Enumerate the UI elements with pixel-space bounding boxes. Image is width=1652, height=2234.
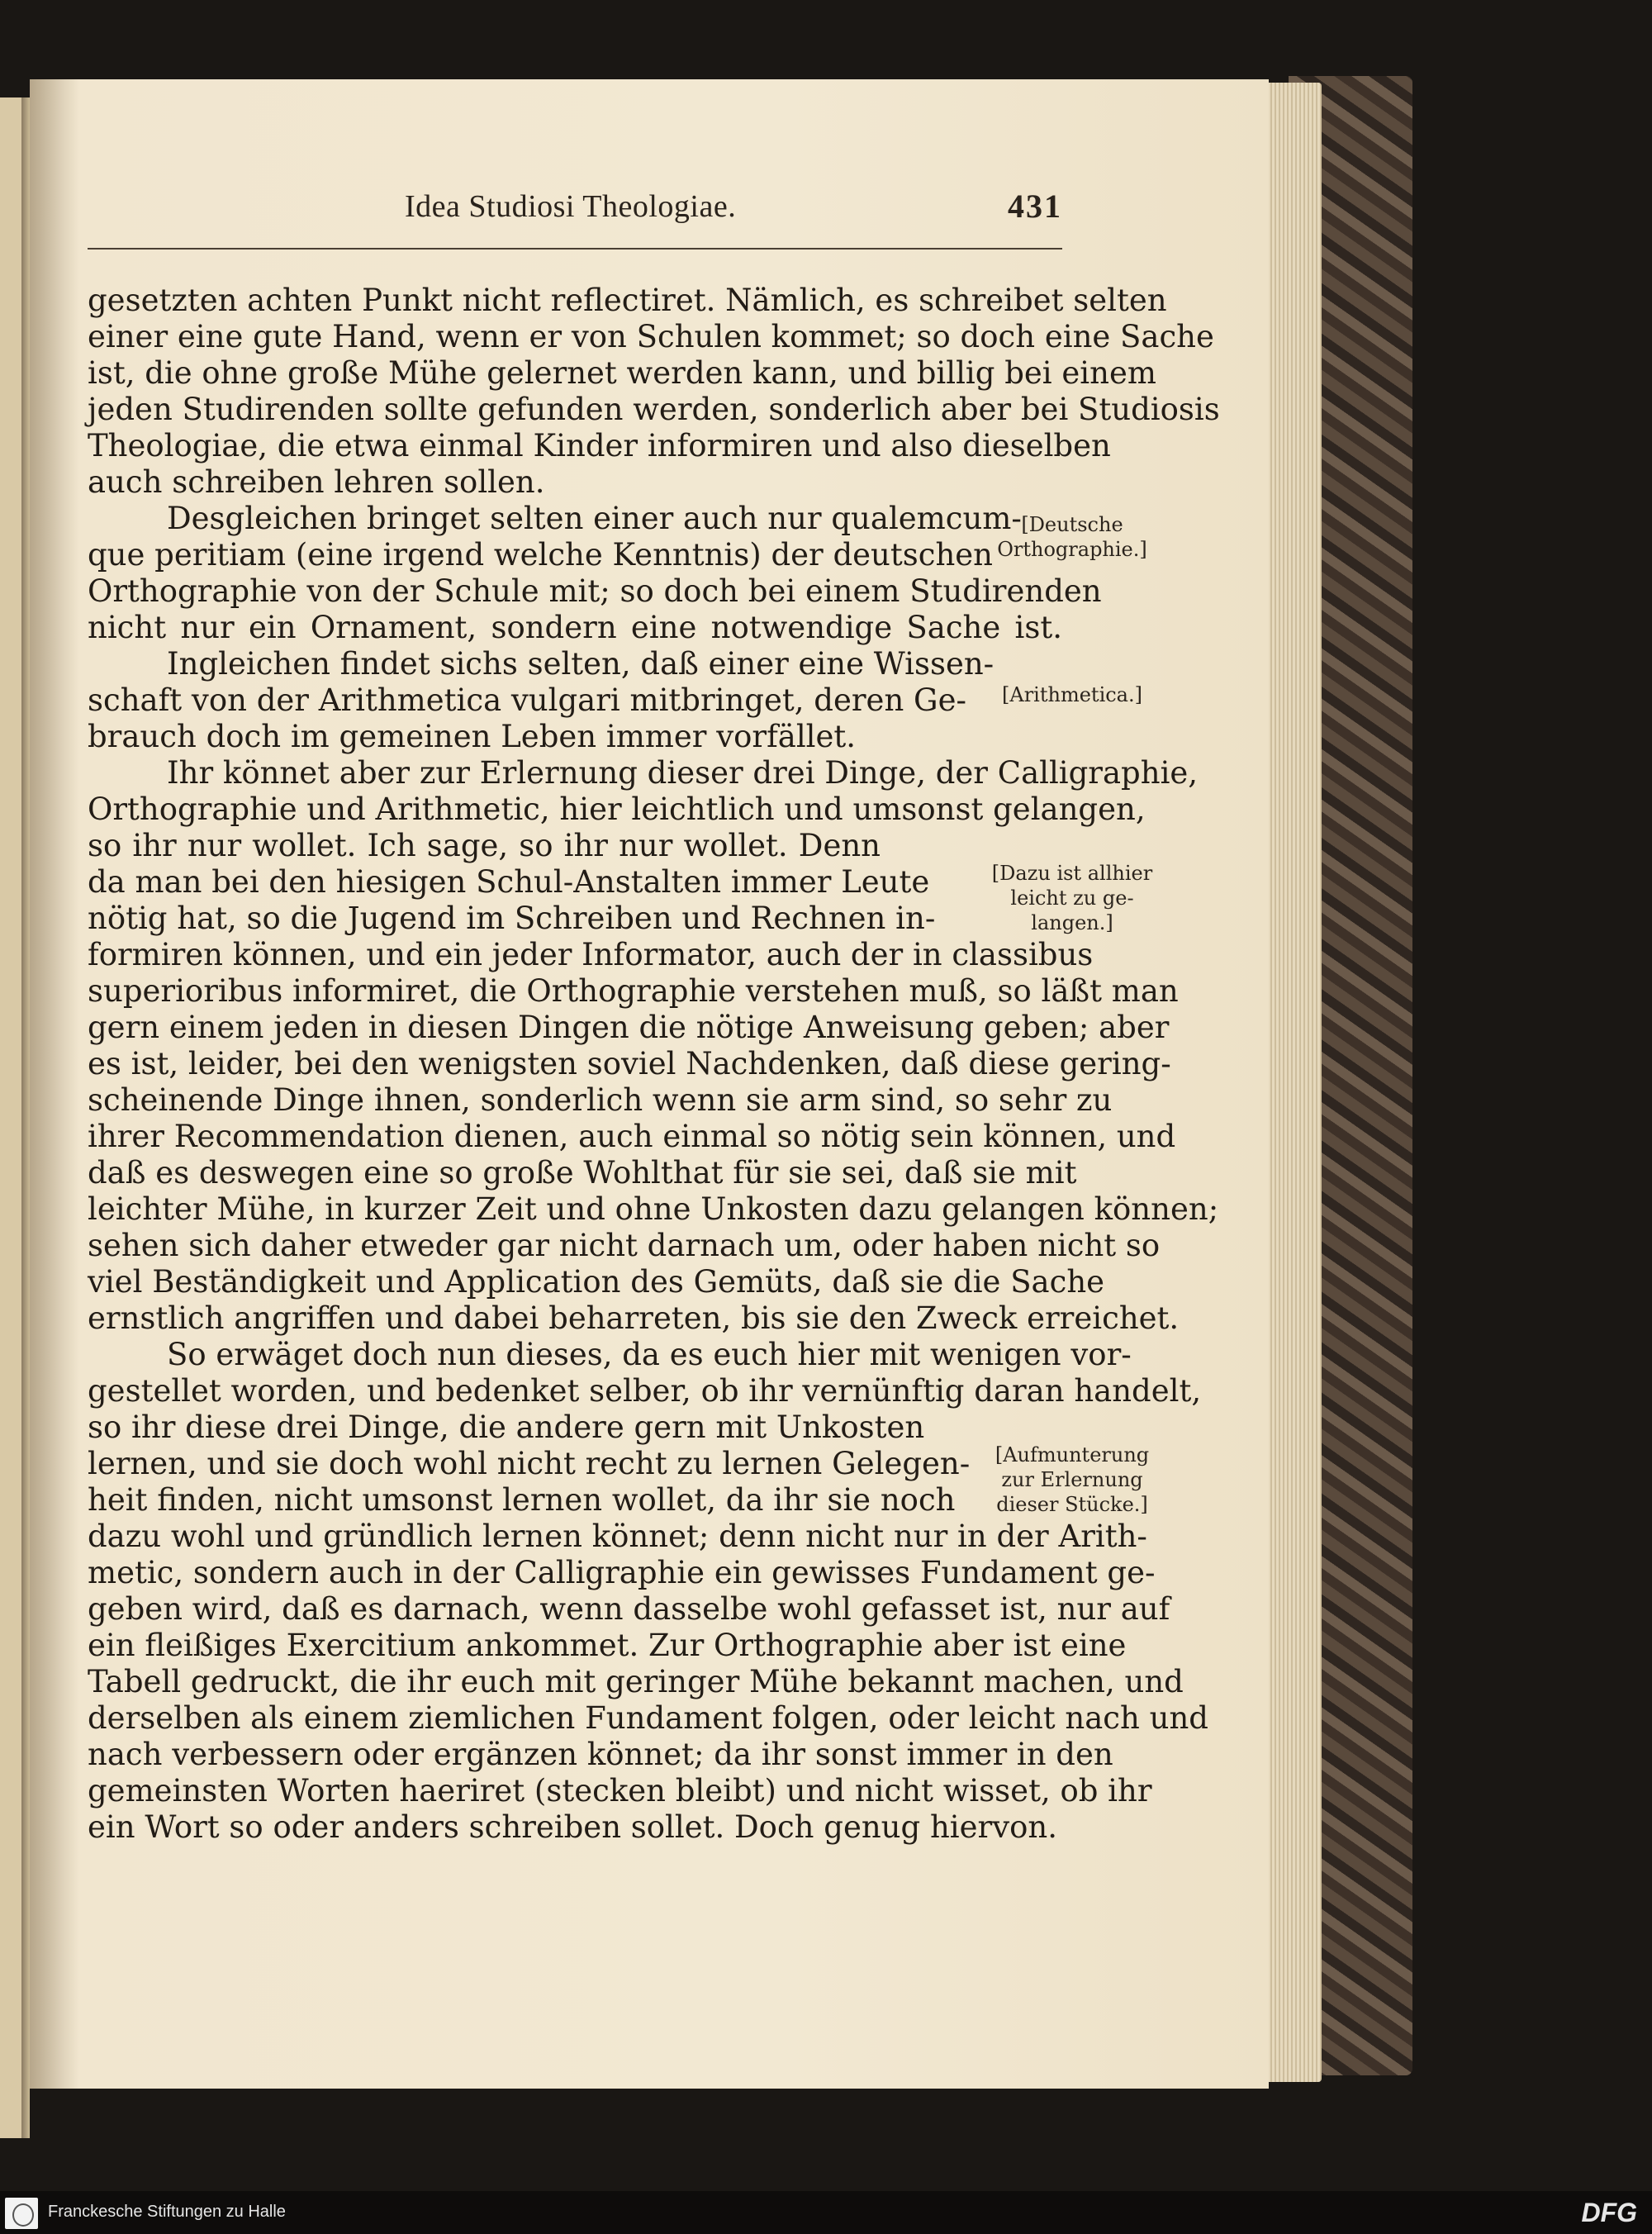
text-line: lernen, und sie doch wohl nicht recht zu lernen Gelegen- — [88, 1446, 971, 1481]
text-line: ihrer Recommendation dienen, auch einmal so nötig sein können, und — [88, 1119, 1176, 1154]
text-line: da man bei den hiesigen Schul-Anstalten immer Leute — [88, 864, 930, 900]
footer-bar — [0, 2191, 1652, 2234]
text-line: Theologiae, die etwa einmal Kinder informiren und also dieselben — [88, 428, 1111, 463]
institution-logo-icon — [5, 2198, 38, 2229]
running-header — [88, 188, 1062, 238]
text-line: nötig hat, so die Jugend im Schreiben und Rechnen in- — [88, 901, 936, 936]
text-line: daß es deswegen eine so große Wohlthat für sie sei, daß sie mit — [88, 1155, 1077, 1191]
funder-logo: DFG — [1581, 2198, 1637, 2227]
text-line: jeden Studirenden sollte gefunden werden, sonderlich aber bei Studiosis — [88, 392, 1220, 427]
margin-note: [Dazu ist allhier leicht zu ge- langen.] — [991, 862, 1153, 934]
text-line: ernstlich angriffen und dabei beharreten, bis sie den Zweck erreichet. — [88, 1300, 1180, 1336]
margin-note: [Arithmetica.] — [1002, 683, 1142, 706]
text-line: auch schreiben lehren sollen. — [88, 464, 545, 500]
text-line: superioribus informiret, die Orthographie verstehen muß, so läßt man — [88, 973, 1179, 1009]
text-line: dazu wohl und gründlich lernen könnet; denn nicht nur in der Arith- — [88, 1519, 1147, 1554]
text-line: Desgleichen bringet selten einer auch nur qualemcum- — [167, 501, 1022, 536]
text-line: schaft von der Arithmetica vulgari mitbringet, deren Ge- — [88, 682, 966, 718]
text-line: derselben als einem ziemlichen Fundament folgen, oder leicht nach und — [88, 1700, 1208, 1736]
text-line: so ihr diese drei Dinge, die andere gern mit Unkosten — [88, 1409, 925, 1445]
text-line: que peritiam (eine irgend welche Kenntnis) der deutschen — [88, 537, 994, 573]
text-line: metic, sondern auch in der Calligraphie ein gewisses Fundament ge- — [88, 1555, 1156, 1590]
text-line: ist, die ohne große Mühe gelernet werden kann, und billig bei einem — [88, 355, 1156, 391]
text-line: sehen sich daher etweder gar nicht darnach um, oder haben nicht so — [88, 1228, 1161, 1263]
text-line: leichter Mühe, in kurzer Zeit und ohne Unkosten dazu gelangen können; — [88, 1191, 1219, 1227]
institution-name: Franckesche Stiftungen zu Halle — [48, 2203, 286, 2221]
text-line: gemeinsten Worten haeriret (stecken bleibt) und nicht wisset, ob ihr — [88, 1773, 1152, 1809]
text-line: gestellet worden, und bedenket selber, ob ihr vernünftig daran handelt, — [88, 1373, 1202, 1409]
text-line: einer eine gute Hand, wenn er von Schulen kommet; so doch eine Sache — [88, 319, 1214, 354]
margin-note: [Deutsche Orthographie.] — [997, 513, 1147, 561]
text-line: geben wird, daß es darnach, wenn dasselbe wohl gefasset ist, nur auf — [88, 1591, 1170, 1627]
text-line: gern einem jeden in diesen Dingen die nötige Anweisung geben; aber — [88, 1010, 1170, 1045]
text-line: so ihr nur wollet. Ich sage, so ihr nur wollet. Denn — [88, 828, 881, 863]
text-line: gesetzten achten Punkt nicht reflectiret. Nämlich, es schreibet selten — [88, 283, 1167, 318]
text-line: formiren können, und ein jeder Informator, auch der in classibus — [88, 937, 1094, 972]
page-number: 431 — [1008, 188, 1062, 225]
text-line: Tabell gedruckt, die ihr euch mit geringer Mühe bekannt machen, und — [88, 1664, 1184, 1699]
text-line: Orthographie und Arithmetic, hier leichtlich und umsonst gelangen, — [88, 791, 1146, 827]
text-line: brauch doch im gemeinen Leben immer vorfället. — [88, 719, 857, 754]
header-rule — [88, 248, 1062, 250]
text-line: heit finden, nicht umsonst lernen wollet, da ihr sie noch — [88, 1482, 956, 1518]
text-line: Ihr könnet aber zur Erlernung dieser drei Dinge, der Calligraphie, — [167, 755, 1199, 791]
previous-page-edge — [0, 97, 21, 2138]
text-line: So erwäget doch nun dieses, da es euch hier mit wenigen vor- — [167, 1337, 1132, 1372]
text-line: nach verbessern oder ergänzen könnet; da ihr sonst immer in den — [88, 1737, 1113, 1772]
text-line: scheinende Dinge ihnen, sonderlich wenn sie arm sind, so sehr zu — [88, 1082, 1113, 1118]
text-line: ein Wort so oder anders schreiben sollet. Doch genug hiervon. — [88, 1809, 1057, 1845]
text-line: Ingleichen findet sichs selten, daß einer eine Wissen- — [167, 646, 995, 682]
text-line: es ist, leider, bei den wenigsten soviel Nachdenken, daß diese gering- — [88, 1046, 1171, 1081]
text-line: Orthographie von der Schule mit; so doch bei einem Studirenden — [88, 573, 1102, 609]
text-line: viel Beständigkeit und Application des Gemüts, daß sie die Sache — [88, 1264, 1105, 1300]
margin-note: [Aufmunterung zur Erlernung dieser Stücke.] — [995, 1443, 1150, 1516]
running-title: Idea Studiosi Theologiae. — [405, 189, 737, 224]
text-line: ein fleißiges Exercitium ankommet. Zur Orthographie aber ist eine — [88, 1628, 1127, 1663]
text-line: nicht nur ein Ornament, sondern eine notwendige Sache ist. — [88, 610, 1062, 645]
